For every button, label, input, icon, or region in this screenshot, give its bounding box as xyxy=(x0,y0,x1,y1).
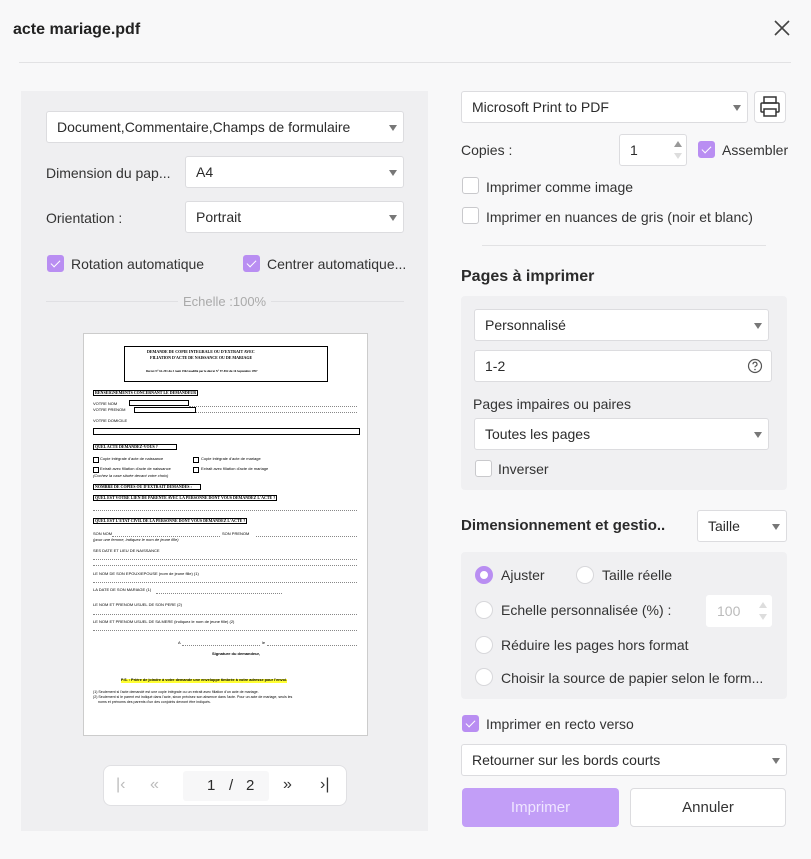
next-page-icon[interactable]: » xyxy=(283,776,292,793)
copies-label: Copies : xyxy=(461,142,513,158)
duplex-checkbox[interactable] xyxy=(462,715,479,732)
last-page-icon[interactable]: ›| xyxy=(320,776,330,793)
fit-radio[interactable] xyxy=(475,566,493,584)
dotted-line xyxy=(93,559,357,560)
preview-text: le xyxy=(262,640,266,645)
scale-label: Echelle :100% xyxy=(178,294,271,309)
preview-text: Extrait avec filiation d'acte de mariage xyxy=(201,466,269,471)
pages-heading: Pages à imprimer xyxy=(461,268,595,285)
printer-select[interactable]: Microsoft Print to PDF xyxy=(461,91,748,123)
help-icon[interactable] xyxy=(747,358,763,374)
auto-rotate-checkbox[interactable] xyxy=(47,255,64,272)
preview-text: VOTRE NOM xyxy=(93,401,118,406)
sizing-heading: Dimensionnement et gestio.. xyxy=(461,517,666,534)
content-select[interactable]: Document,Commentaire,Champs de formulaire xyxy=(46,111,404,143)
shrink-label: Réduire les pages hors format xyxy=(501,637,689,653)
reverse-checkbox[interactable] xyxy=(475,460,492,477)
paper-source-label: Choisir la source de papier selon le form... xyxy=(501,670,764,686)
copies-value[interactable]: 1 xyxy=(630,142,638,158)
preview-text: Décret N° 62-291 du 3 Août 1962 modifié par le décret N° 97-852 du 16 Septembre 1997 xyxy=(146,369,258,373)
preview-text: QUEL EST VOTRE LIEN DE PARENTE AVEC LA PERSONNE DONT VOUS DEMANDEZ L'ACTE ? xyxy=(95,495,276,500)
preview-text: P.S. : Prière de joindre à votre demande une enveloppe timbrée à votre adresse pour l'envoi. xyxy=(121,678,288,682)
preview-text: (1) Seulement si l'acte demandé est une copie intégrale ou un extrait avec filiation d'un acte de mariage. xyxy=(93,690,259,694)
print-as-image-label: Imprimer comme image xyxy=(486,179,634,195)
custom-scale-radio[interactable] xyxy=(475,601,493,619)
preview-text: VOTRE DOMICILE xyxy=(93,418,128,423)
preview-text: FILIATION D'ACTE DE NAISSANCE OU DE MARIAGE xyxy=(150,355,253,360)
printer-icon xyxy=(755,92,785,122)
preview-text: noms et prénoms des parents d'un des conjoints devront être indiqués. xyxy=(98,700,211,704)
page-separator: / xyxy=(229,777,234,794)
increment-icon[interactable] xyxy=(759,602,767,608)
dotted-line xyxy=(189,406,357,407)
custom-scale-value[interactable]: 100 xyxy=(717,603,741,619)
pages-mode-select[interactable]: Personnalisé xyxy=(474,309,769,341)
print-as-image-checkbox[interactable] xyxy=(462,177,479,194)
custom-scale-label: Echelle personnalisée (%) : xyxy=(501,602,672,618)
copies-stepper[interactable] xyxy=(619,134,687,166)
field-box xyxy=(93,428,360,435)
checkbox-mark xyxy=(193,457,199,463)
reverse-label: Inverser xyxy=(498,461,549,477)
page-navigator xyxy=(103,765,347,806)
field-box xyxy=(134,407,196,413)
odd-even-label: Pages impaires ou paires xyxy=(473,396,631,412)
dotted-line xyxy=(93,565,357,566)
preview-text: A xyxy=(178,640,181,645)
printer-properties-button[interactable] xyxy=(754,91,786,123)
preview-text: NOMBRE DE COPIES OU D'EXTRAIT DEMANDES : xyxy=(93,484,201,490)
total-pages: 2 xyxy=(246,777,255,794)
increment-icon[interactable] xyxy=(674,141,682,147)
previous-page-icon[interactable]: « xyxy=(150,776,159,793)
field-box xyxy=(129,400,189,406)
preview-text: LE NOM ET PRENOM USUEL DE SON PERE (2) xyxy=(93,602,182,607)
first-page-icon[interactable]: |‹ xyxy=(116,776,126,793)
sizing-select[interactable]: Taille xyxy=(697,510,787,542)
current-page[interactable]: 1 xyxy=(207,777,216,794)
collate-checkbox[interactable] xyxy=(698,141,715,158)
actual-size-radio[interactable] xyxy=(576,566,594,584)
preview-text: Copie intégrale d'acte de mariage xyxy=(201,456,261,461)
preview-text: DEMANDE DE COPIE INTEGRALE OU D'EXTRAIT AVEC xyxy=(147,349,255,354)
preview-text: Extrait avec filiation d'acte de naissance xyxy=(100,466,171,471)
dotted-line xyxy=(93,510,357,511)
orientation-select[interactable]: Portrait xyxy=(185,201,404,233)
divider xyxy=(19,62,791,63)
checkbox-mark xyxy=(193,467,199,473)
preview-text: SON NOM xyxy=(93,531,113,536)
duplex-label: Imprimer en recto verso xyxy=(486,716,634,732)
fit-label: Ajuster xyxy=(501,567,545,583)
page-range-value[interactable]: 1-2 xyxy=(485,358,506,374)
decrement-icon[interactable] xyxy=(759,614,767,620)
preview-text: VOTRE PRENOM xyxy=(93,407,126,412)
page-range-input[interactable] xyxy=(474,350,772,382)
preview-text: (2) Seulement si le parent est indiqué dans l'acte, sinon précisez son absence dans l'acte. Pour un acte de mariage, seuls les xyxy=(93,695,293,699)
odd-even-select[interactable]: Toutes les pages xyxy=(474,418,769,450)
preview-text: QUEL ACTE DEMANDEZ-VOUS ? xyxy=(93,444,177,450)
dotted-line xyxy=(196,412,357,413)
preview-text: QUEL EST L'ETAT CIVIL DE LA PERSONNE DONT VOUS DEMANDEZ L'ACTE ? xyxy=(95,518,246,523)
decrement-icon[interactable] xyxy=(674,153,682,159)
preview-text: SES DATE ET LIEU DE NAISSANCE xyxy=(93,548,160,553)
paper-source-radio[interactable] xyxy=(475,668,493,686)
dotted-line xyxy=(256,536,357,537)
shrink-radio[interactable] xyxy=(475,636,493,654)
preview-text: LA DATE DE SON MARIAGE (1) xyxy=(93,587,152,592)
actual-size-label: Taille réelle xyxy=(602,567,673,583)
preview-text: LE NOM ET PRENOM USUEL DE SA MERE (indiquez le nom de jeune fille) (2) xyxy=(93,619,235,624)
page-preview xyxy=(83,333,368,736)
divider xyxy=(482,245,766,246)
close-icon[interactable] xyxy=(772,18,792,38)
preview-text: (Cochez la case située devant votre choix) xyxy=(93,473,169,478)
dotted-line xyxy=(156,593,282,594)
preview-text: RENSEIGNEMENTS CONCERNANT LE DEMANDEUR xyxy=(95,390,197,395)
preview-text: LE NOM DE SON EPOUX/EPOUSE (nom de jeune fille) (1) xyxy=(93,571,199,576)
dotted-line xyxy=(93,630,357,631)
print-button[interactable]: Imprimer xyxy=(462,788,619,827)
paper-size-select[interactable]: A4 xyxy=(185,156,404,188)
auto-center-checkbox[interactable] xyxy=(243,255,260,272)
auto-rotate-label: Rotation automatique xyxy=(71,256,205,272)
dotted-line xyxy=(267,645,357,646)
preview-text: Copie intégrale d'acte de naissance xyxy=(100,456,164,461)
preview-text: Signature du demandeur, xyxy=(212,651,261,656)
auto-center-label: Centrer automatique... xyxy=(267,256,407,272)
grayscale-checkbox[interactable] xyxy=(462,207,479,224)
dotted-line xyxy=(93,614,357,615)
grayscale-label: Imprimer en nuances de gris (noir et blanc) xyxy=(486,209,753,225)
preview-text: SON PRENOM xyxy=(222,531,250,536)
dotted-line xyxy=(182,645,260,646)
orientation-label: Orientation : xyxy=(46,210,123,226)
dotted-line xyxy=(93,582,357,583)
checkbox-mark xyxy=(93,457,99,463)
dialog-title: acte mariage.pdf xyxy=(13,21,141,38)
collate-label: Assembler xyxy=(722,142,789,158)
cancel-button[interactable]: Annuler xyxy=(630,788,786,827)
preview-text: (pour une femme, indiquez le nom de jeune fille) xyxy=(93,537,179,542)
page-number-field[interactable] xyxy=(183,771,269,801)
paper-size-label: Dimension du pap... xyxy=(46,165,171,181)
duplex-mode-select[interactable]: Retourner sur les bords courts xyxy=(461,744,787,776)
custom-scale-stepper[interactable] xyxy=(706,595,772,627)
